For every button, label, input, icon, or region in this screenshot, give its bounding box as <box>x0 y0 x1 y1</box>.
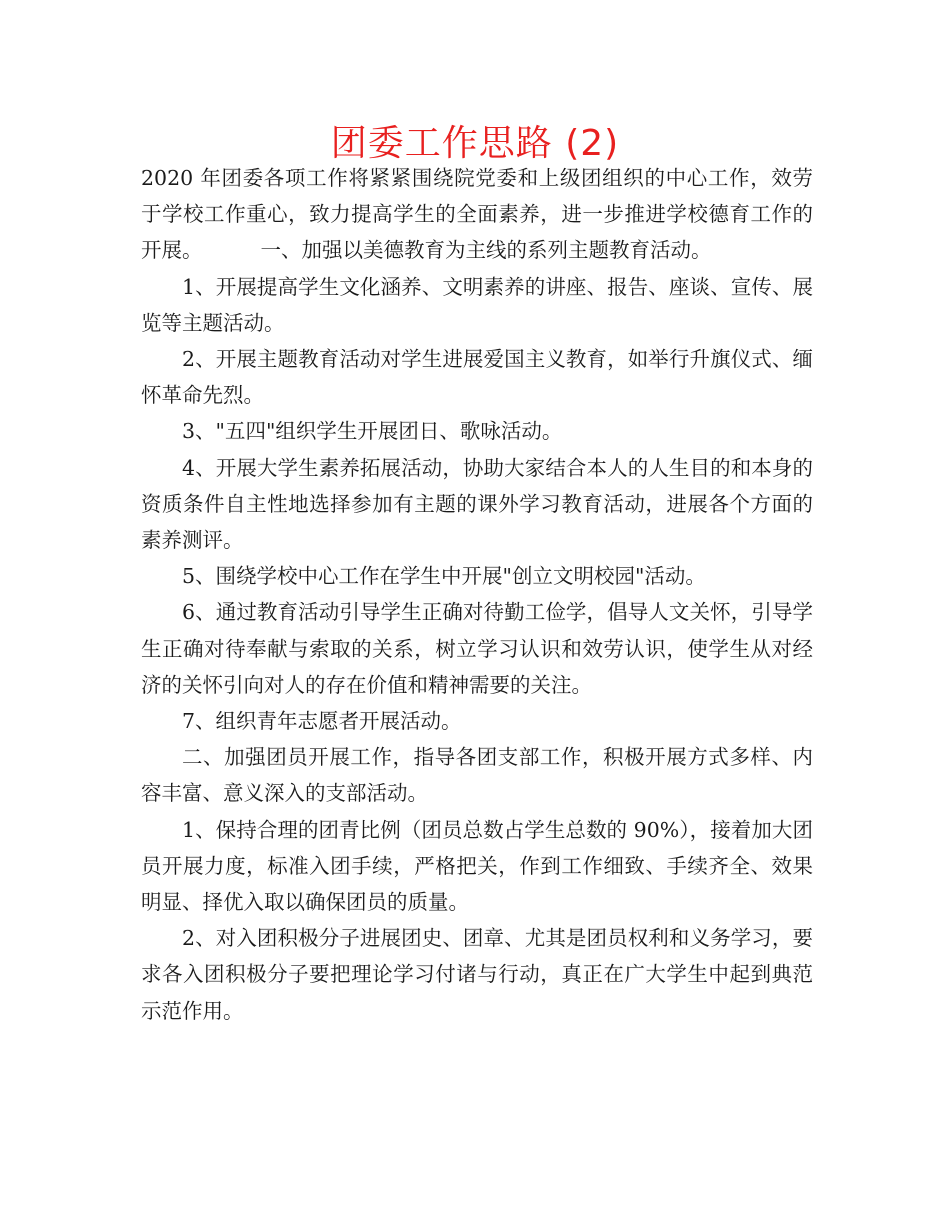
section1-heading: 一、加强以美德教育为主线的系列主题教育活动。 <box>260 238 712 263</box>
section1-item-1: 1、开展提高学生文化涵养、文明素养的讲座、报告、座谈、宣传、展览等主题活动。 <box>141 274 813 335</box>
intro-text: 2020 年团委各项工作将紧紧围绕院党委和上级团组织的中心工作，效劳于学校工作重心，致力提高学生的全面素养，进一步推进学校德育工作的开展。 <box>141 166 813 263</box>
section1-item-6: 6、通过教育活动引导学生正确对待勤工俭学，倡导人文关怀，引导学生正确对待奉献与索取的关系，树立学习认识和效劳认识，使学生从对经济的关怀引向对人的存在价值和精神需要的关注。 <box>141 600 813 697</box>
section2-item-1: 1、保持合理的团青比例（团员总数占学生总数的 90%），接着加大团员开展力度，标准入团手续，严格把关，作到工作细致、手续齐全、效果明显、择优入取以确保团员的质量。 <box>141 817 813 915</box>
section2-item-2: 2、对入团积极分子进展团史、团章、尤其是团员权利和义务学习，要求各入团积极分子要把理论学习付诸与行动，真正在广大学生中起到典范示范作用。 <box>141 926 813 1023</box>
section1-item-4: 4、开展大学生素养拓展活动，协助大家结合本人的人生目的和本身的资质条件自主性地选择参加有主题的课外学习教育活动，进展各个方面的素养测评。 <box>141 455 813 553</box>
section1-item-7: 7、组织青年志愿者开展活动。 <box>182 709 462 734</box>
document-title: 团委工作思路 (2) <box>330 123 620 164</box>
intro-paragraph <box>141 160 813 269</box>
document-body <box>141 160 813 1029</box>
section1-item-2: 2、开展主题教育活动对学生进展爱国主义教育，如举行升旗仪式、缅怀革命先烈。 <box>141 347 813 408</box>
section1-item-5: 5、围绕学校中心工作在学生中开展"创立文明校园"活动。 <box>182 564 706 589</box>
section1-item-3: 3、"五四"组织学生开展团日、歌咏活动。 <box>182 419 563 444</box>
section2-heading: 二、加强团员开展工作，指导各团支部工作，积极开展方式多样、内容丰富、意义深入的支部活动。 <box>141 745 813 806</box>
